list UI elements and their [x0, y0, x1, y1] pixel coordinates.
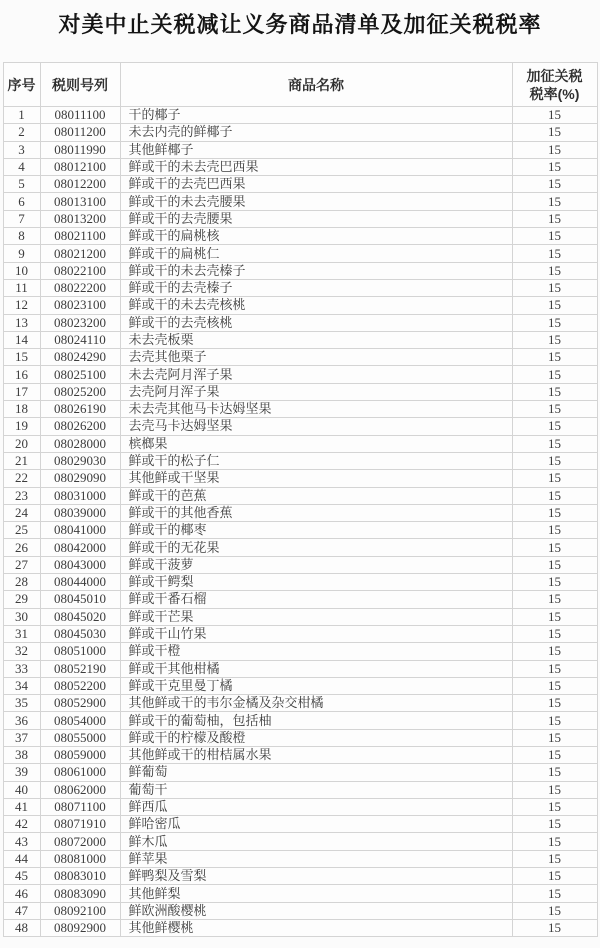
cell-code: 08021200 — [40, 245, 120, 262]
table-row — [3, 522, 597, 539]
cell-name: 鲜或干的无花果 — [120, 539, 512, 556]
cell-rate: 15 — [512, 712, 597, 729]
cell-code: 08025200 — [40, 383, 120, 400]
table-row — [3, 124, 597, 141]
cell-code: 08013200 — [40, 210, 120, 227]
cell-rate: 15 — [512, 833, 597, 850]
header-name: 商品名称 — [120, 63, 512, 107]
cell-code: 08045010 — [40, 591, 120, 608]
cell-code: 08043000 — [40, 556, 120, 573]
cell-code: 08052200 — [40, 677, 120, 694]
cell-rate: 15 — [512, 885, 597, 902]
cell-code: 08023100 — [40, 297, 120, 314]
cell-name: 去壳其他栗子 — [120, 349, 512, 366]
cell-rate: 15 — [512, 158, 597, 175]
page-title: 对美中止关税减让义务商品清单及加征关税税率 — [58, 12, 542, 37]
cell-rate: 15 — [512, 262, 597, 279]
cell-name: 鲜或干的其他香蕉 — [120, 504, 512, 521]
header-code: 税则号列 — [40, 63, 120, 107]
cell-rate: 15 — [512, 141, 597, 158]
table-row — [3, 695, 597, 712]
cell-seq: 2 — [3, 124, 40, 141]
header-seq: 序号 — [3, 63, 40, 107]
table-row — [3, 418, 597, 435]
cell-code: 08044000 — [40, 574, 120, 591]
cell-seq: 30 — [3, 608, 40, 625]
cell-name: 其他鲜樱桃 — [120, 919, 512, 936]
cell-code: 08054000 — [40, 712, 120, 729]
cell-name: 鲜或干的柠檬及酸橙 — [120, 729, 512, 746]
cell-name: 鲜哈密瓜 — [120, 816, 512, 833]
cell-seq: 41 — [3, 798, 40, 815]
table-row — [3, 885, 597, 902]
cell-rate: 15 — [512, 228, 597, 245]
cell-seq: 4 — [3, 158, 40, 175]
cell-seq: 44 — [3, 850, 40, 867]
table-row — [3, 262, 597, 279]
cell-rate: 15 — [512, 279, 597, 296]
cell-code: 08023200 — [40, 314, 120, 331]
table-row — [3, 902, 597, 919]
tariff-table — [3, 62, 598, 937]
cell-seq: 24 — [3, 504, 40, 521]
cell-seq: 18 — [3, 401, 40, 418]
cell-code: 08052900 — [40, 695, 120, 712]
cell-name: 鲜或干的扁桃仁 — [120, 245, 512, 262]
cell-rate: 15 — [512, 608, 597, 625]
cell-name: 鲜或干的未去壳腰果 — [120, 193, 512, 210]
cell-rate: 15 — [512, 331, 597, 348]
cell-rate: 15 — [512, 210, 597, 227]
cell-code: 08011200 — [40, 124, 120, 141]
cell-code: 08061000 — [40, 764, 120, 781]
cell-name: 鲜或干其他柑橘 — [120, 660, 512, 677]
cell-name: 鲜或干菠萝 — [120, 556, 512, 573]
cell-rate: 15 — [512, 746, 597, 763]
cell-name: 鲜或干橙 — [120, 643, 512, 660]
cell-rate: 15 — [512, 591, 597, 608]
table-row — [3, 764, 597, 781]
cell-name: 鲜或干的去壳巴西果 — [120, 176, 512, 193]
cell-name: 鲜西瓜 — [120, 798, 512, 815]
cell-code: 08041000 — [40, 522, 120, 539]
cell-name: 鲜或干的芭蕉 — [120, 487, 512, 504]
cell-seq: 46 — [3, 885, 40, 902]
cell-seq: 11 — [3, 279, 40, 296]
cell-name: 鲜或干的葡萄柚，包括柚 — [120, 712, 512, 729]
cell-seq: 32 — [3, 643, 40, 660]
table-row — [3, 574, 597, 591]
cell-seq: 10 — [3, 262, 40, 279]
cell-rate: 15 — [512, 383, 597, 400]
table-header — [3, 63, 597, 107]
cell-seq: 21 — [3, 452, 40, 469]
table-row — [3, 591, 597, 608]
cell-rate: 15 — [512, 349, 597, 366]
table-row — [3, 746, 597, 763]
cell-code: 08062000 — [40, 781, 120, 798]
cell-name: 鲜或干的未去壳巴西果 — [120, 158, 512, 175]
cell-name: 鲜苹果 — [120, 850, 512, 867]
cell-rate: 15 — [512, 401, 597, 418]
cell-code: 08025100 — [40, 366, 120, 383]
cell-rate: 15 — [512, 487, 597, 504]
cell-seq: 8 — [3, 228, 40, 245]
table-row — [3, 107, 597, 124]
cell-name: 干的椰子 — [120, 107, 512, 124]
cell-code: 08029030 — [40, 452, 120, 469]
cell-rate: 15 — [512, 504, 597, 521]
cell-name: 鲜鸭梨及雪梨 — [120, 868, 512, 885]
cell-name: 葡萄干 — [120, 781, 512, 798]
table-row — [3, 210, 597, 227]
cell-seq: 23 — [3, 487, 40, 504]
cell-seq: 34 — [3, 677, 40, 694]
cell-rate: 15 — [512, 729, 597, 746]
cell-code: 08059000 — [40, 746, 120, 763]
table-row — [3, 401, 597, 418]
cell-rate: 15 — [512, 695, 597, 712]
cell-code: 08045020 — [40, 608, 120, 625]
table-row — [3, 487, 597, 504]
cell-name: 鲜木瓜 — [120, 833, 512, 850]
cell-code: 08052190 — [40, 660, 120, 677]
cell-rate: 15 — [512, 902, 597, 919]
cell-rate: 15 — [512, 107, 597, 124]
table-row — [3, 470, 597, 487]
table-row — [3, 245, 597, 262]
cell-rate: 15 — [512, 193, 597, 210]
cell-seq: 7 — [3, 210, 40, 227]
cell-name: 鲜或干鳄梨 — [120, 574, 512, 591]
cell-seq: 28 — [3, 574, 40, 591]
cell-rate: 15 — [512, 816, 597, 833]
cell-seq: 45 — [3, 868, 40, 885]
cell-seq: 17 — [3, 383, 40, 400]
cell-rate: 15 — [512, 522, 597, 539]
cell-code: 08092100 — [40, 902, 120, 919]
cell-code: 08022100 — [40, 262, 120, 279]
cell-rate: 15 — [512, 625, 597, 642]
cell-rate: 15 — [512, 574, 597, 591]
table-row — [3, 504, 597, 521]
cell-code: 08055000 — [40, 729, 120, 746]
cell-seq: 48 — [3, 919, 40, 936]
cell-name: 鲜或干的未去壳核桃 — [120, 297, 512, 314]
table-row — [3, 331, 597, 348]
table-row — [3, 314, 597, 331]
cell-code: 08071910 — [40, 816, 120, 833]
cell-code: 08083090 — [40, 885, 120, 902]
cell-seq: 16 — [3, 366, 40, 383]
cell-seq: 20 — [3, 435, 40, 452]
cell-seq: 3 — [3, 141, 40, 158]
table-row — [3, 677, 597, 694]
cell-seq: 27 — [3, 556, 40, 573]
table-row — [3, 176, 597, 193]
cell-rate: 15 — [512, 868, 597, 885]
cell-rate: 15 — [512, 850, 597, 867]
cell-rate: 15 — [512, 470, 597, 487]
cell-seq: 39 — [3, 764, 40, 781]
cell-rate: 15 — [512, 764, 597, 781]
cell-name: 其他鲜或干的柑桔属水果 — [120, 746, 512, 763]
cell-rate: 15 — [512, 418, 597, 435]
cell-rate: 15 — [512, 539, 597, 556]
cell-code: 08092900 — [40, 919, 120, 936]
cell-rate: 15 — [512, 643, 597, 660]
table-row — [3, 850, 597, 867]
table-row — [3, 608, 597, 625]
header-rate — [512, 63, 597, 107]
cell-rate: 15 — [512, 435, 597, 452]
table-row — [3, 297, 597, 314]
table-row — [3, 868, 597, 885]
table-body — [3, 107, 597, 937]
table-row — [3, 435, 597, 452]
cell-seq: 6 — [3, 193, 40, 210]
table-row — [3, 781, 597, 798]
cell-name: 鲜或干的去壳腰果 — [120, 210, 512, 227]
cell-name: 槟榔果 — [120, 435, 512, 452]
cell-rate: 15 — [512, 919, 597, 936]
cell-seq: 31 — [3, 625, 40, 642]
table-row — [3, 798, 597, 815]
cell-name: 未去壳阿月浑子果 — [120, 366, 512, 383]
table-row — [3, 833, 597, 850]
cell-rate: 15 — [512, 366, 597, 383]
cell-code: 08045030 — [40, 625, 120, 642]
cell-rate: 15 — [512, 677, 597, 694]
cell-seq: 25 — [3, 522, 40, 539]
cell-seq: 5 — [3, 176, 40, 193]
table-row — [3, 660, 597, 677]
cell-seq: 26 — [3, 539, 40, 556]
cell-seq: 35 — [3, 695, 40, 712]
cell-seq: 38 — [3, 746, 40, 763]
cell-seq: 1 — [3, 107, 40, 124]
cell-rate: 15 — [512, 798, 597, 815]
table-row — [3, 816, 597, 833]
table-row — [3, 141, 597, 158]
cell-seq: 47 — [3, 902, 40, 919]
cell-code: 08083010 — [40, 868, 120, 885]
cell-code: 08029090 — [40, 470, 120, 487]
cell-seq: 15 — [3, 349, 40, 366]
cell-seq: 40 — [3, 781, 40, 798]
cell-name: 未去壳其他马卡达姆坚果 — [120, 401, 512, 418]
cell-code: 08028000 — [40, 435, 120, 452]
cell-name: 未去内壳的鲜椰子 — [120, 124, 512, 141]
table-row — [3, 539, 597, 556]
cell-rate: 15 — [512, 176, 597, 193]
cell-code: 08039000 — [40, 504, 120, 521]
cell-name: 鲜或干番石榴 — [120, 591, 512, 608]
table-row — [3, 366, 597, 383]
table-row — [3, 349, 597, 366]
table-row — [3, 383, 597, 400]
table-row — [3, 158, 597, 175]
cell-code: 08042000 — [40, 539, 120, 556]
table-row — [3, 729, 597, 746]
cell-code: 08021100 — [40, 228, 120, 245]
cell-code: 08026200 — [40, 418, 120, 435]
cell-code: 08081000 — [40, 850, 120, 867]
cell-name: 去壳阿月浑子果 — [120, 383, 512, 400]
cell-name: 去壳马卡达姆坚果 — [120, 418, 512, 435]
cell-seq: 42 — [3, 816, 40, 833]
cell-seq: 43 — [3, 833, 40, 850]
cell-name: 未去壳板栗 — [120, 331, 512, 348]
cell-rate: 15 — [512, 314, 597, 331]
cell-name: 鲜或干山竹果 — [120, 625, 512, 642]
cell-name: 其他鲜椰子 — [120, 141, 512, 158]
table-row — [3, 193, 597, 210]
cell-code: 08026190 — [40, 401, 120, 418]
cell-seq: 37 — [3, 729, 40, 746]
cell-rate: 15 — [512, 660, 597, 677]
cell-rate: 15 — [512, 124, 597, 141]
cell-code: 08024290 — [40, 349, 120, 366]
table-row — [3, 625, 597, 642]
cell-code: 08022200 — [40, 279, 120, 296]
cell-seq: 33 — [3, 660, 40, 677]
cell-seq: 13 — [3, 314, 40, 331]
table-header-row — [3, 63, 597, 107]
header-rate-line2: 税率(%) — [529, 85, 580, 102]
cell-code: 08012200 — [40, 176, 120, 193]
table-row — [3, 643, 597, 660]
cell-rate: 15 — [512, 245, 597, 262]
cell-name: 鲜欧洲酸樱桃 — [120, 902, 512, 919]
cell-name: 鲜或干的松子仁 — [120, 452, 512, 469]
cell-name: 其他鲜梨 — [120, 885, 512, 902]
cell-seq: 36 — [3, 712, 40, 729]
cell-code: 08024110 — [40, 331, 120, 348]
table-row — [3, 452, 597, 469]
table-row — [3, 556, 597, 573]
cell-code: 08072000 — [40, 833, 120, 850]
cell-code: 08031000 — [40, 487, 120, 504]
cell-seq: 14 — [3, 331, 40, 348]
cell-code: 08011100 — [40, 107, 120, 124]
table-row — [3, 919, 597, 936]
cell-seq: 22 — [3, 470, 40, 487]
cell-rate: 15 — [512, 556, 597, 573]
cell-name: 鲜或干的扁桃核 — [120, 228, 512, 245]
cell-rate: 15 — [512, 781, 597, 798]
table-row — [3, 279, 597, 296]
cell-rate: 15 — [512, 297, 597, 314]
cell-seq: 12 — [3, 297, 40, 314]
cell-name: 鲜或干芒果 — [120, 608, 512, 625]
cell-name: 鲜或干克里曼丁橘 — [120, 677, 512, 694]
cell-code: 08051000 — [40, 643, 120, 660]
cell-name: 其他鲜或干的韦尔金橘及杂交柑橘 — [120, 695, 512, 712]
table-row — [3, 228, 597, 245]
cell-seq: 9 — [3, 245, 40, 262]
cell-rate: 15 — [512, 452, 597, 469]
cell-code: 08013100 — [40, 193, 120, 210]
cell-name: 鲜或干的去壳核桃 — [120, 314, 512, 331]
cell-name: 鲜葡萄 — [120, 764, 512, 781]
cell-name: 其他鲜或干坚果 — [120, 470, 512, 487]
cell-seq: 19 — [3, 418, 40, 435]
cell-code: 08071100 — [40, 798, 120, 815]
cell-name: 鲜或干的椰枣 — [120, 522, 512, 539]
header-rate-line1: 加征关税 — [526, 67, 583, 84]
cell-seq: 29 — [3, 591, 40, 608]
cell-name: 鲜或干的未去壳榛子 — [120, 262, 512, 279]
cell-code: 08012100 — [40, 158, 120, 175]
cell-code: 08011990 — [40, 141, 120, 158]
cell-name: 鲜或干的去壳榛子 — [120, 279, 512, 296]
table-row — [3, 712, 597, 729]
